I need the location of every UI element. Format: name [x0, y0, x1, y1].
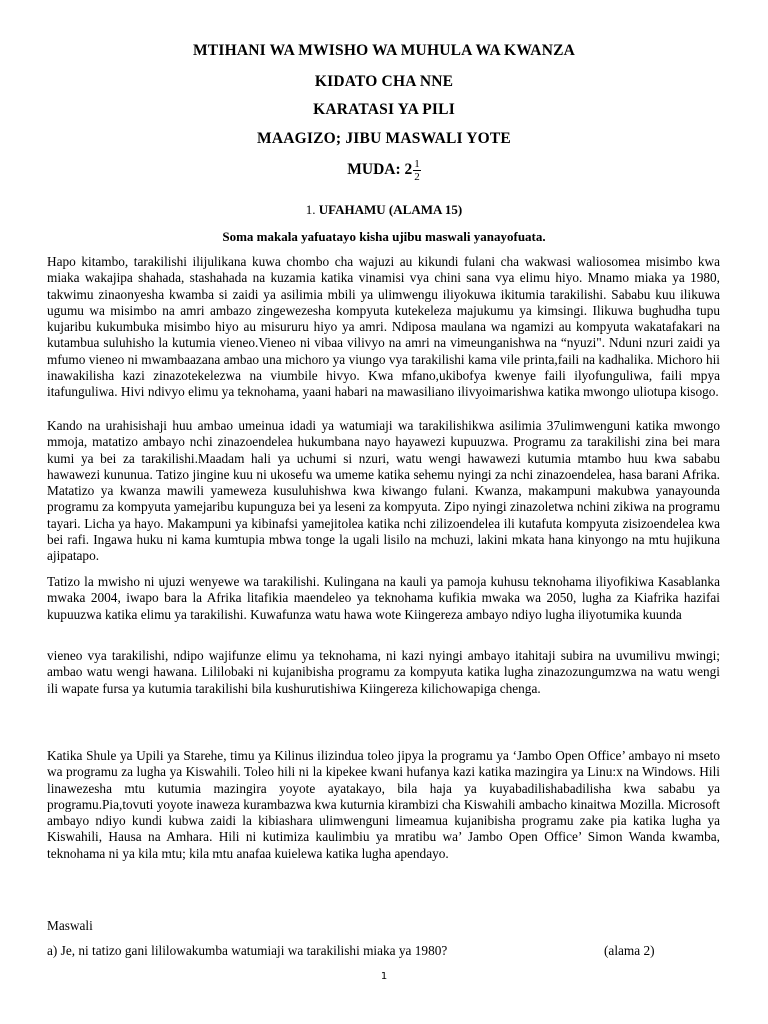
question-item: [47, 943, 720, 959]
question-marks: (alama 2): [604, 943, 655, 958]
exam-title: MTIHANI WA MWISHO WA MUHULA WA KWANZA: [192, 42, 576, 59]
time-label: MUDA: 2: [347, 161, 413, 179]
section-title: [0, 202, 768, 218]
question-text: a) Je, ni tatizo gani lililowakumba watumiaji wa tarakilishi miaka ya 1980?: [47, 943, 448, 958]
time-allowed: [0, 158, 768, 183]
passage-paragraph-5: Katika Shule ya Upili ya Starehe, timu ya Kilinus ilizindua toleo jipya la programu ya ‘Jambo Open Office’ ambayo ni mseto wa programu za lugha ya Kiswahili. Toleo hili ni la kipekee kwani hufanya kazi katika mazingira ya Linu:x na Windows. Hili linawezesha mtu kutumia mazingira yoyote ayatakayo, bila haja ya kuyabadilishabadilisha kwa sababu ya programu.Pia,tovuti yoyote inaweza kurambazwa kwa kuturnia kirambizi cha Kiswahili ambacho kinaitwa Mozilla. Microsoft ambayo ndiyo kundi kubwa zaidi la kibiashara ulimwenguni limeamua kujanibisha programu zake pia katika lugha ya Kiswahili, Hausa na Amhara. Hili ni kutimiza kaulimbiu ya mratibu wa’ Jambo Open Office’ Simon Wanda kwamba, teknohama ni ya kila mtu; kila mtu anafaa kuielewa katika lugha apendayo.: [47, 748, 720, 861]
fraction-denominator: 2: [414, 171, 420, 183]
questions-label: Maswali: [47, 918, 93, 933]
section-heading: UFAHAMU (ALAMA 15): [318, 202, 463, 217]
fraction-numerator: 1: [414, 158, 420, 170]
page-number: 1: [380, 971, 388, 982]
instructions-heading: MAAGIZO; JIBU MASWALI YOTE: [257, 130, 511, 147]
section-number: 1.: [305, 202, 316, 217]
paper-number: KARATASI YA PILI: [313, 101, 455, 118]
form-level: KIDATO CHA NNE: [314, 73, 454, 90]
passage-paragraph-1: Hapo kitambo, tarakilishi ilijulikana kuwa chombo cha wajuzi au kikundi fulani cha wakwasi waliosomea misimbo kwa miaka wakajipa shahada, stashahada na kuzamia katika vinamisi vya chini sana vya elimu hiyo. Mnamo miaka ya 1980, takwimu zinaonyesha kwamba si zaidi ya asilimia mbili ya ulimwengu iliyokuwa ikitumia tarakilishi. Sababu kuu ilikuwa ugumu wa misimbo na amri ambazo zingewezesha kompyuta kutekeleza majukumu ya kimsingi. Ilikuwa bughudha tupu kujaribu kukumbuka misimbo hiyo au misururu hiyo ya amri. Ndiposa maulana wa ngamizi au kompyuta wakatafakari na kutambua suluhisho la kutumia vieneo.Vieneo ni vibaa vilivyo na amri na vimeunganishwa na “nyuzi". Nduni nzuri zaidi ya mfumo vieneo ni mwambaazana ambao una michoro ya viungo vya tarakilishi kama vile printa,faili na kadhalika. Michoro hii inawakilisha kazi zinazotekelezwa na viumbile hivyo. Kwa mfano,ukibofya kwenye faili ilyofunguliwa, faili mpya itafunguliwa. Hivi ndivyo elimu ya teknohama, yaani habari na mawasiliano ilivyoimarishwa katika mwongo uliotupa kisogo.: [47, 254, 720, 400]
passage-paragraph-3: Tatizo la mwisho ni ujuzi wenyewe wa tarakilishi. Kulingana na kauli ya pamoja kuhusu teknohama iliyofikiwa Kasablanka mwaka 2004, iwapo bara la Afrika litafikia maendeleo ya teknohama kufikia mwaka wa 2050, lugha za Kiafrika hazifai kupuuzwa katika elimu ya tarakilishi. Kuwafunza watu hawa wote Kiingereza ambayo ndiyo lugha iliyotumika kuunda: [47, 574, 720, 622]
passage-paragraph-4: vieneo vya tarakilishi, ndipo wajifunze elimu ya teknohama, ni kazi nyingi ambayo itahitaji subira na uvumilivu mwingi; ambao watu wengi hawana. Lililobaki ni kujanibisha programu za kompyuta katika lugha zinazozungumzwa na watu wengi ili wapate fursa ya kutumia tarakilishi bila kushurutishiwa Kiingereza kilichowapiga chenga.: [47, 648, 720, 696]
time-fraction: [413, 158, 421, 183]
reading-instruction: Soma makala yafuatayo kisha ujibu maswali yanayofuata.: [222, 229, 546, 244]
passage-paragraph-2: Kando na urahisishaji huu ambao umeinua idadi ya watumiaji wa tarakilishikwa asilimia 37ulimwenguni katika mwongo mmoja, matatizo ambayo nchi zinazoendelea hukumbana nayo hayawezi kupuuzwa. Programu za tarakilishi zina bei mara kumi ya bei za tarakilishi.Maadam hali ya uchumi si nzuri, watu wengi hawawezi kutumia mtambo huu kwa sababu hawawezi kununua. Tatizo jingine kuu ni ukosefu wa umeme katika sehemu nyingi za nchi zinazoendelea, hasa barani Afrika. Matatizo ya kwanza mawili yameweza kusuluhishwa kwa kiwango fulani. Kwanza, makampuni makubwa yanayounda programu za kompyuta yamejaribu kupunguza bei ya leseni za kompyuta. Zipo nyingi zinazoletwa nchini zikiwa na programu tayari. Licha ya hayo. Makampuni ya kibinafsi yamejitolea katika nchi zilizoendelea ili kutafuta kompyuta zisizoendelea kwa bei rafi. Ingawa huku ni kama kumtupia mbwa tonge la ugali lisilo na mchuzi, lakini mkata hana kinyongo na mtu hujikuna ajipatapo.: [47, 418, 720, 564]
